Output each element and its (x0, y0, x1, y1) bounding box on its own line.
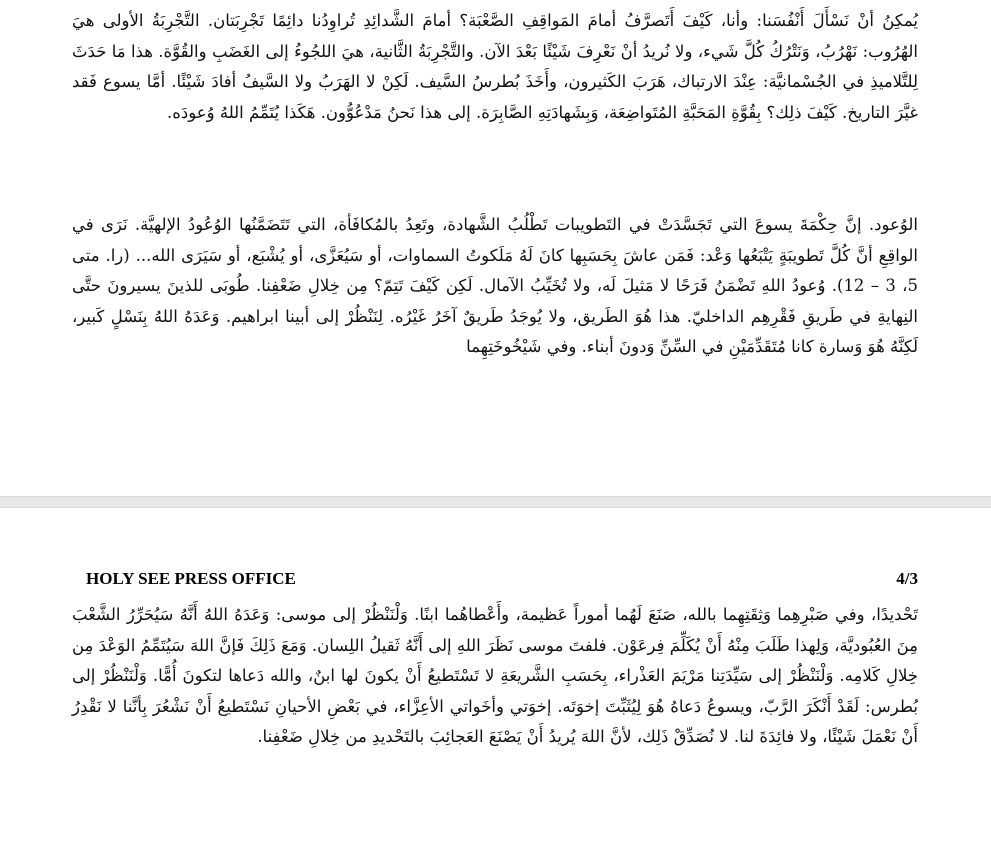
paragraph-promises: الوُعود. إنَّ حِكْمَةَ يسوعَ التي تَجَسَّدَتْ في التَطويبات تَطْلُبُ الشَّهادة، وتَعِدُ بالمُكافَأة، التي تَتَضَمَّنُها الوُعُودُ الإلهيَّة. نَرَى في الواقِعِ أنَّ كُلَّ تَطويبَةٍ يَتْبَعُها وَعْد: فَمَن عاشَ بِحَسَبِها كانَ لَهُ مَلَكوتُ السماوات، أو سَيُعَزَّى، أو يُشْبَع، أو سَيَرَى الله... (را. متى 5، 3 – 12). وُعودُ اللهِ تَضْمَنُ فَرَحًا لا مَثيلَ لَه، ولا تُخَيِّبُ الآمال. لَكِن كَيْفَ تَتِمّ؟ مِن خِلالِ ضَعْفِنا. طُوبَى للذينَ يسيرونَ حتَّى النِهايةِ في طَريقِ فَقْرِهِم الداخليّ. هذا هُوَ الطَريق، ولا يُوجَدُ طَريقٌ آخَرُ غَيْرُه. لِنَنْظُرْ إلى أبينا ابراهيم. وَعَدَهُ اللهُ بِنَسْلٍ كَبير، لَكِنَّهُ هُوَ وَسارة كانا مُتَقَدِّمَيْنِ في السِّنِّ وَدونَ أبناء. وفي شَيْخُوخَتِهِما (72, 215, 918, 357)
press-office-label: HOLY SEE PRESS OFFICE (86, 569, 296, 588)
page-header (86, 569, 918, 591)
paragraph-temptations: يُمكِنُ أنْ نَسْأَلَ أَنْفُسَنا: وأنا، كَيْفَ أَتَصرَّفُ أمامَ المَواقِفِ الصَّعْبَة؟ أمامَ الشَّدائِدِ تُراوِدُنا دائِمًا تَجْرِبَتان. التَّجْرِبَةُ الأولى هيَ الهُرُوب: نَهْرُبُ، وَنَتْرُكُ كُلَّ شَيء، ولا نُريدُ أنْ نَعْرِفَ شَيْئًا بَعْدَ الآن. والتَّجْرِبَةُ الثَّانية، هيَ اللجُوءُ إلى الغَضَبِ والقُوَّة. هذا مَا حَدَثَ لِلتَّلاميذِ في الجُسْمانيَّة: عِنْدَ الارتباك، هَرَبَ الكَثيرون، وأَخَذَ بُطرسُ السَّيف. لَكِنْ لا الهَرَبُ ولا السَّيفُ أفادَ شَيْئًا. أمَّا يسوع فَقد غيَّرَ التاريخ. كَيْفَ ذلِك؟ بِقُوَّةِ المَحَبَّةِ المُتَواضِعَة، وَبِشَهادَتِهِ الصَّابِرَة. إلى هذا نَحنُ مَدْعُوُّون. هَكَذا يُتَمِّمُ اللهُ وُعودَه. (72, 11, 918, 122)
body-text-block (72, 6, 918, 128)
body-text-block (72, 210, 918, 363)
paragraph-examples: تَحْديدًا، وفي صَبْرِهِما وَثِقَتِهِما بالله، صَنَعَ لَهُما أموراً عَظيمة، وأَعْطاهُما ابنًا. وَلْنَنْظُرْ إلى موسى: وَعَدَهُ اللهُ أَنَّهُ سَيُحَرِّرُ الشَّعْبَ مِنَ العُبُوديَّة، وَلِهذا طَلَبَ مِنْهُ أَنْ يُكَلِّمَ فِرعَوْن. فلفتَ موسى نَظَرَ اللهِ إلى أَنَّهُ ثَقيلُ اللِسان. وَمَعَ ذَلِكَ فَإنَّ اللهَ سَيُتَمِّمُ الوَعْدَ مِن خِلالِ كَلامِه. وَلْنَنْظُرْ إلى سَيِّدَتِنا مَرْيَمَ العَذْراء، بِحَسَبِ الشَّريعَةِ لا تَسْتَطيعُ أَنْ يكونَ لها ابنٌ، والله دَعاها لتكونَ أُمًّا. وَلْنَنْظُرْ إلى بُطرس: لَقَدْ أَنْكَرَ الرَّبّ، ويسوعُ دَعاهُ هُوَ لِيُثَبِّتَ إخوَتَه. إخوَتي وأخَواتي الأعِزَّاء، في بَعْضِ الأحيانِ نَسْتَطيعُ أَنْ نَشْعُرَ بِأنَّنا لا نَقْدِرُ أَنْ نَعْمَلَ شَيْئًا، ولا فائِدَةَ لنا. لا نُصَدِّقْ ذَلِك، لأنَّ اللهَ يُريدُ أَنْ يَصْنَعَ العَجائِبَ بالتَحْديدِ من خِلالِ ضَعْفِنا. (72, 605, 918, 747)
page-separator (0, 496, 991, 508)
page-number: 4/3 (896, 569, 918, 588)
body-text-block (72, 600, 918, 753)
document-page-4 (0, 508, 991, 855)
